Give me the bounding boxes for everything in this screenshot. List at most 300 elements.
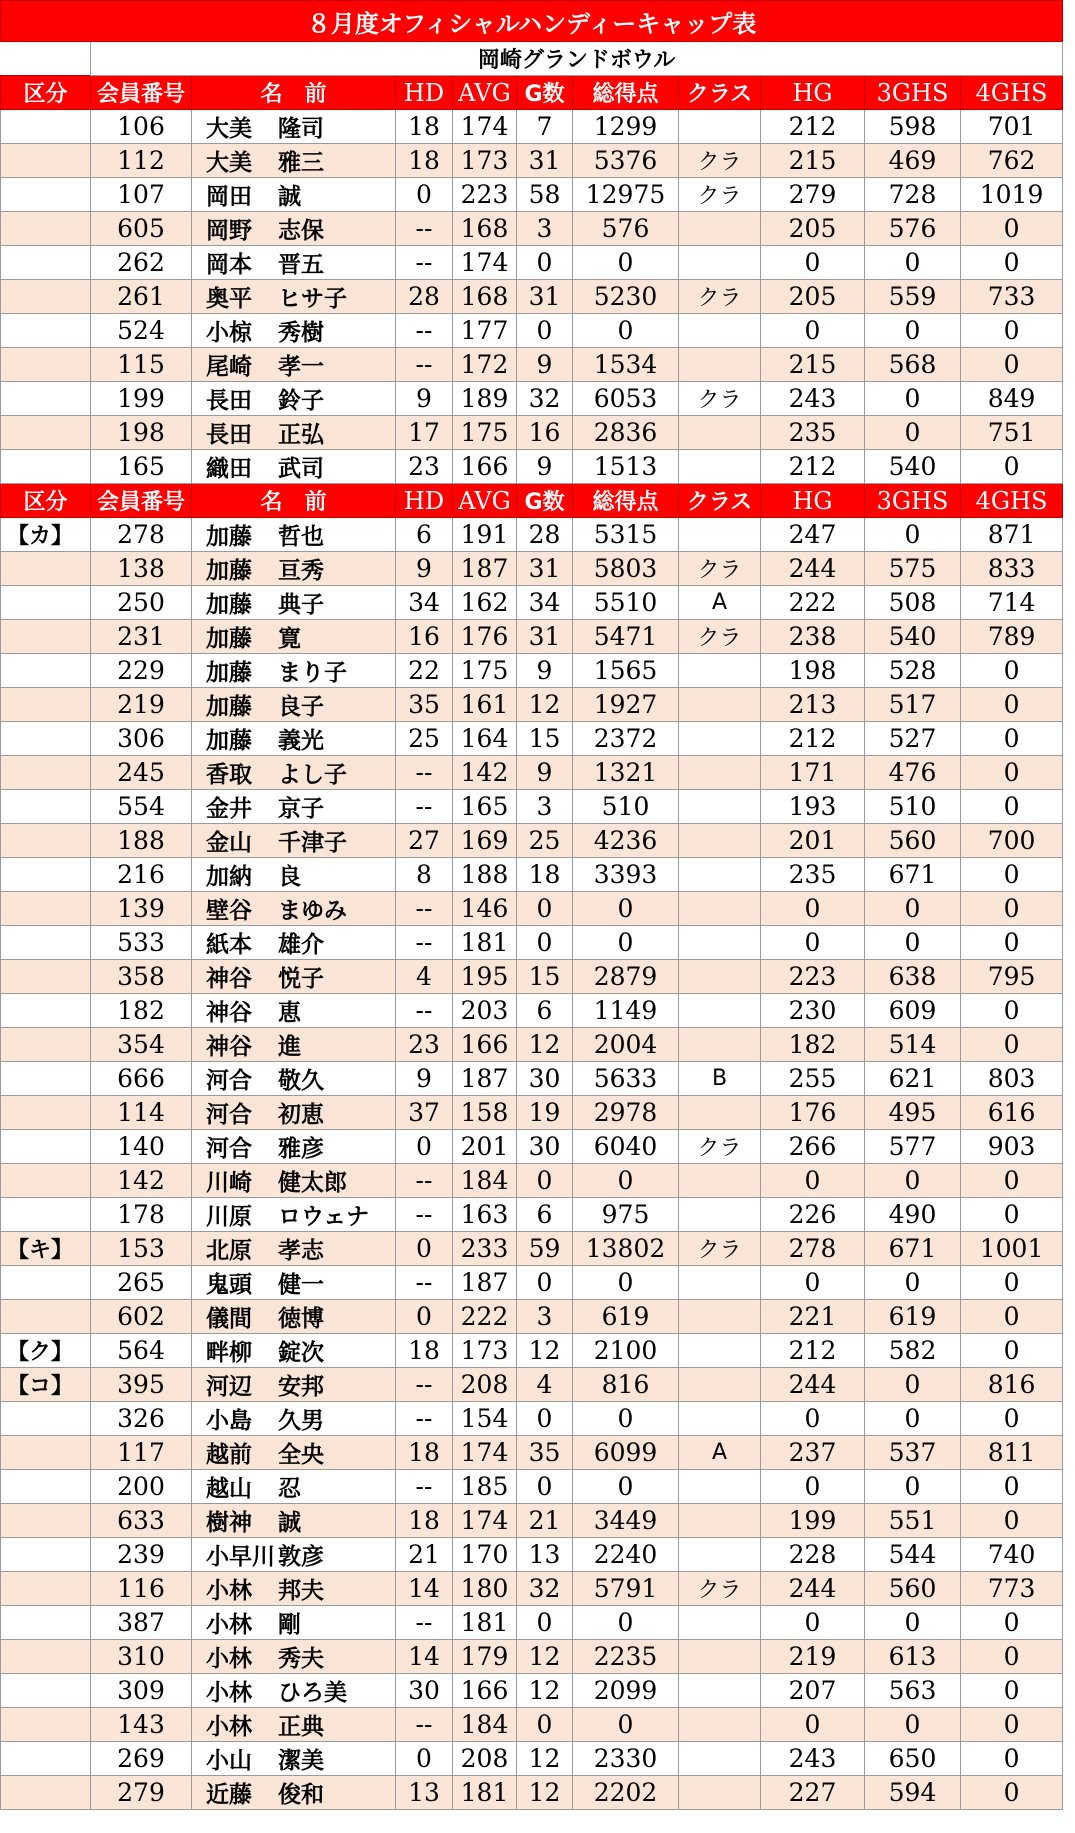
venue-name: 岡崎グランドボウル xyxy=(91,42,1063,76)
games-cell: 35 xyxy=(517,1436,573,1470)
avg-cell: 189 xyxy=(453,382,517,416)
given-name: 健太郎 xyxy=(278,1170,347,1196)
kubun-cell xyxy=(1,382,91,416)
table-row xyxy=(1,1538,1063,1572)
class-cell xyxy=(679,688,761,722)
total-cell: 1513 xyxy=(573,450,679,484)
member-name-cell xyxy=(192,1708,396,1742)
given-name: 良 xyxy=(278,864,301,890)
hg-cell: 213 xyxy=(761,688,865,722)
avg-cell: 223 xyxy=(453,178,517,212)
4ghs-cell: 1001 xyxy=(961,1232,1063,1266)
hg-cell: 244 xyxy=(761,552,865,586)
surname: 小山 xyxy=(206,1748,252,1774)
4ghs-cell: 0 xyxy=(961,1504,1063,1538)
class-cell xyxy=(679,1334,761,1368)
member-name-cell xyxy=(192,960,396,994)
member-name-cell xyxy=(192,1334,396,1368)
class-cell xyxy=(679,960,761,994)
hd-cell: -- xyxy=(396,994,453,1028)
kubun-cell xyxy=(1,1606,91,1640)
games-cell: 58 xyxy=(517,178,573,212)
table-row xyxy=(1,1470,1063,1504)
hg-cell: 205 xyxy=(761,212,865,246)
class-cell xyxy=(679,518,761,552)
games-cell: 31 xyxy=(517,144,573,178)
avg-cell: 195 xyxy=(453,960,517,994)
surname: 鬼頭 xyxy=(206,1272,252,1298)
games-cell: 0 xyxy=(517,1266,573,1300)
member-name-cell xyxy=(192,790,396,824)
given-name: 錠次 xyxy=(278,1340,324,1366)
member-name-cell xyxy=(192,1368,396,1402)
avg-cell: 172 xyxy=(453,348,517,382)
4ghs-cell: 0 xyxy=(961,1266,1063,1300)
kubun-cell xyxy=(1,450,91,484)
games-cell: 0 xyxy=(517,1708,573,1742)
hd-cell: 21 xyxy=(396,1538,453,1572)
4ghs-cell: 0 xyxy=(961,1334,1063,1368)
header-4ghs: 4GHS xyxy=(961,484,1063,518)
kubun-cell xyxy=(1,1538,91,1572)
total-cell: 1321 xyxy=(573,756,679,790)
table-row xyxy=(1,586,1063,620)
3ghs-cell: 0 xyxy=(865,1266,961,1300)
4ghs-cell: 811 xyxy=(961,1436,1063,1470)
member-name-cell xyxy=(192,518,396,552)
table-row xyxy=(1,314,1063,348)
total-cell: 0 xyxy=(573,1708,679,1742)
member-no-cell: 310 xyxy=(91,1640,192,1674)
total-cell: 619 xyxy=(573,1300,679,1334)
member-name-cell xyxy=(192,1164,396,1198)
member-name-cell xyxy=(192,178,396,212)
class-cell xyxy=(679,790,761,824)
surname: 岡野 xyxy=(206,218,252,244)
member-name-cell xyxy=(192,1674,396,1708)
3ghs-cell: 638 xyxy=(865,960,961,994)
3ghs-cell: 576 xyxy=(865,212,961,246)
member-name-cell xyxy=(192,892,396,926)
member-no-cell: 278 xyxy=(91,518,192,552)
member-no-cell: 229 xyxy=(91,654,192,688)
hg-cell: 212 xyxy=(761,110,865,144)
hd-cell: 27 xyxy=(396,824,453,858)
table-row xyxy=(1,178,1063,212)
games-cell: 0 xyxy=(517,926,573,960)
class-cell xyxy=(679,1266,761,1300)
class-cell: A xyxy=(679,586,761,620)
total-cell: 5376 xyxy=(573,144,679,178)
kubun-cell xyxy=(1,1470,91,1504)
table-row xyxy=(1,348,1063,382)
games-cell: 0 xyxy=(517,246,573,280)
4ghs-cell: 733 xyxy=(961,280,1063,314)
surname: 香取 xyxy=(206,762,252,788)
table-row xyxy=(1,960,1063,994)
given-name: 雅三 xyxy=(278,150,324,176)
surname: 金山 xyxy=(206,830,252,856)
kubun-cell xyxy=(1,314,91,348)
kubun-cell xyxy=(1,960,91,994)
member-no-cell: 115 xyxy=(91,348,192,382)
surname: 加藤 xyxy=(206,728,252,754)
avg-cell: 168 xyxy=(453,212,517,246)
table-row xyxy=(1,892,1063,926)
hd-cell: -- xyxy=(396,1402,453,1436)
hg-cell: 247 xyxy=(761,518,865,552)
surname: 加藤 xyxy=(206,626,252,652)
kubun-cell xyxy=(1,1164,91,1198)
4ghs-cell: 0 xyxy=(961,348,1063,382)
member-no-cell: 554 xyxy=(91,790,192,824)
member-name-cell xyxy=(192,1402,396,1436)
games-cell: 9 xyxy=(517,450,573,484)
header-member-no: 会員番号 xyxy=(91,76,192,110)
avg-cell: 166 xyxy=(453,1674,517,1708)
member-no-cell: 265 xyxy=(91,1266,192,1300)
table-row xyxy=(1,110,1063,144)
class-cell xyxy=(679,892,761,926)
member-no-cell: 188 xyxy=(91,824,192,858)
games-cell: 31 xyxy=(517,280,573,314)
total-cell: 576 xyxy=(573,212,679,246)
hd-cell: 30 xyxy=(396,1674,453,1708)
avg-cell: 187 xyxy=(453,1266,517,1300)
total-cell: 5791 xyxy=(573,1572,679,1606)
kubun-cell xyxy=(1,1674,91,1708)
table-row xyxy=(1,1334,1063,1368)
avg-cell: 174 xyxy=(453,246,517,280)
hd-cell: 9 xyxy=(396,552,453,586)
header-games: G数 xyxy=(517,76,573,110)
member-name-cell xyxy=(192,552,396,586)
header-class: クラス xyxy=(679,484,761,518)
table-row xyxy=(1,654,1063,688)
3ghs-cell: 514 xyxy=(865,1028,961,1062)
3ghs-cell: 0 xyxy=(865,1164,961,1198)
4ghs-cell: 0 xyxy=(961,212,1063,246)
table-row xyxy=(1,994,1063,1028)
header-kubun: 区分 xyxy=(1,76,91,110)
surname: 河合 xyxy=(206,1136,252,1162)
table-row xyxy=(1,858,1063,892)
member-name-cell xyxy=(192,1606,396,1640)
4ghs-cell: 803 xyxy=(961,1062,1063,1096)
total-cell: 2330 xyxy=(573,1742,679,1776)
member-name-cell xyxy=(192,1198,396,1232)
header-3ghs: 3GHS xyxy=(865,76,961,110)
hg-cell: 221 xyxy=(761,1300,865,1334)
4ghs-cell: 0 xyxy=(961,450,1063,484)
4ghs-cell: 816 xyxy=(961,1368,1063,1402)
hd-cell: 6 xyxy=(396,518,453,552)
avg-cell: 166 xyxy=(453,450,517,484)
class-cell xyxy=(679,348,761,382)
table-row xyxy=(1,144,1063,178)
kubun-cell xyxy=(1,110,91,144)
hg-cell: 0 xyxy=(761,926,865,960)
class-cell: クラ xyxy=(679,280,761,314)
hg-cell: 0 xyxy=(761,1606,865,1640)
member-no-cell: 602 xyxy=(91,1300,192,1334)
member-no-cell: 231 xyxy=(91,620,192,654)
member-no-cell: 239 xyxy=(91,1538,192,1572)
3ghs-cell: 575 xyxy=(865,552,961,586)
given-name: 孝一 xyxy=(278,354,324,380)
hg-cell: 193 xyxy=(761,790,865,824)
3ghs-cell: 619 xyxy=(865,1300,961,1334)
surname: 岡本 xyxy=(206,252,252,278)
member-name-cell xyxy=(192,1232,396,1266)
hg-cell: 205 xyxy=(761,280,865,314)
games-cell: 12 xyxy=(517,1674,573,1708)
surname: 儀間 xyxy=(206,1306,252,1332)
given-name: 千津子 xyxy=(278,830,347,856)
surname: 小林 xyxy=(206,1578,252,1604)
surname: 越山 xyxy=(206,1476,252,1502)
kubun-cell xyxy=(1,1742,91,1776)
total-cell: 2100 xyxy=(573,1334,679,1368)
4ghs-cell: 700 xyxy=(961,824,1063,858)
given-name: 潔美 xyxy=(278,1748,324,1774)
avg-cell: 201 xyxy=(453,1130,517,1164)
4ghs-cell: 0 xyxy=(961,1300,1063,1334)
member-name-cell xyxy=(192,1538,396,1572)
avg-cell: 174 xyxy=(453,1504,517,1538)
4ghs-cell: 0 xyxy=(961,1640,1063,1674)
header-total: 総得点 xyxy=(573,76,679,110)
3ghs-cell: 613 xyxy=(865,1640,961,1674)
hg-cell: 238 xyxy=(761,620,865,654)
given-name: 敬久 xyxy=(278,1068,324,1094)
member-no-cell: 200 xyxy=(91,1470,192,1504)
surname: 小林 xyxy=(206,1680,252,1706)
hg-cell: 212 xyxy=(761,1334,865,1368)
total-cell: 2978 xyxy=(573,1096,679,1130)
header-member-no: 会員番号 xyxy=(91,484,192,518)
surname: 加藤 xyxy=(206,694,252,720)
games-cell: 9 xyxy=(517,348,573,382)
total-cell: 3393 xyxy=(573,858,679,892)
games-cell: 59 xyxy=(517,1232,573,1266)
hd-cell: 35 xyxy=(396,688,453,722)
games-cell: 21 xyxy=(517,1504,573,1538)
4ghs-cell: 0 xyxy=(961,1742,1063,1776)
hd-cell: 28 xyxy=(396,280,453,314)
surname: 川原 xyxy=(206,1204,252,1230)
member-no-cell: 112 xyxy=(91,144,192,178)
given-name: 正弘 xyxy=(278,422,324,448)
member-no-cell: 140 xyxy=(91,1130,192,1164)
kubun-cell xyxy=(1,620,91,654)
hg-cell: 0 xyxy=(761,314,865,348)
table-row xyxy=(1,1776,1063,1810)
3ghs-cell: 671 xyxy=(865,1232,961,1266)
member-no-cell: 143 xyxy=(91,1708,192,1742)
given-name: 徳博 xyxy=(278,1306,324,1332)
hd-cell: -- xyxy=(396,1266,453,1300)
surname: 岡田 xyxy=(206,184,252,210)
avg-cell: 146 xyxy=(453,892,517,926)
given-name: よし子 xyxy=(278,762,347,788)
title-row xyxy=(1,1,1063,42)
member-name-cell xyxy=(192,1640,396,1674)
games-cell: 31 xyxy=(517,620,573,654)
games-cell: 25 xyxy=(517,824,573,858)
given-name: 忍 xyxy=(278,1476,301,1502)
hd-cell: 34 xyxy=(396,586,453,620)
member-name-cell xyxy=(192,1300,396,1334)
hg-cell: 223 xyxy=(761,960,865,994)
hd-cell: 17 xyxy=(396,416,453,450)
hg-cell: 266 xyxy=(761,1130,865,1164)
4ghs-cell: 1019 xyxy=(961,178,1063,212)
hd-cell: -- xyxy=(396,246,453,280)
given-name: 雅彦 xyxy=(278,1136,324,1162)
class-cell xyxy=(679,1470,761,1504)
table-row xyxy=(1,1232,1063,1266)
member-no-cell: 262 xyxy=(91,246,192,280)
total-cell: 6053 xyxy=(573,382,679,416)
avg-cell: 165 xyxy=(453,790,517,824)
total-cell: 2879 xyxy=(573,960,679,994)
given-name: 亘秀 xyxy=(278,558,324,584)
games-cell: 12 xyxy=(517,1334,573,1368)
3ghs-cell: 560 xyxy=(865,824,961,858)
surname: 北原 xyxy=(206,1238,252,1264)
hg-cell: 219 xyxy=(761,1640,865,1674)
3ghs-cell: 728 xyxy=(865,178,961,212)
surname: 小林 xyxy=(206,1646,252,1672)
games-cell: 30 xyxy=(517,1130,573,1164)
class-cell xyxy=(679,450,761,484)
avg-cell: 174 xyxy=(453,1436,517,1470)
3ghs-cell: 594 xyxy=(865,1776,961,1810)
3ghs-cell: 563 xyxy=(865,1674,961,1708)
given-name: 邦夫 xyxy=(278,1578,324,1604)
games-cell: 3 xyxy=(517,790,573,824)
class-cell: B xyxy=(679,1062,761,1096)
hg-cell: 0 xyxy=(761,1402,865,1436)
hg-cell: 237 xyxy=(761,1436,865,1470)
member-no-cell: 153 xyxy=(91,1232,192,1266)
3ghs-cell: 559 xyxy=(865,280,961,314)
table-row xyxy=(1,552,1063,586)
total-cell: 6099 xyxy=(573,1436,679,1470)
kubun-cell xyxy=(1,824,91,858)
total-cell: 12975 xyxy=(573,178,679,212)
hd-cell: 13 xyxy=(396,1776,453,1810)
avg-cell: 173 xyxy=(453,144,517,178)
games-cell: 16 xyxy=(517,416,573,450)
kubun-cell xyxy=(1,586,91,620)
member-name-cell xyxy=(192,416,396,450)
total-cell: 0 xyxy=(573,314,679,348)
table-row xyxy=(1,1436,1063,1470)
class-cell xyxy=(679,654,761,688)
kubun-cell xyxy=(1,1028,91,1062)
hd-cell: -- xyxy=(396,926,453,960)
table-row xyxy=(1,1028,1063,1062)
hg-cell: 244 xyxy=(761,1572,865,1606)
given-name: 健一 xyxy=(278,1272,324,1298)
surname: 壁谷 xyxy=(206,898,252,924)
member-no-cell: 395 xyxy=(91,1368,192,1402)
member-no-cell: 139 xyxy=(91,892,192,926)
table-row xyxy=(1,1164,1063,1198)
table-row xyxy=(1,1640,1063,1674)
4ghs-cell: 701 xyxy=(961,110,1063,144)
member-no-cell: 116 xyxy=(91,1572,192,1606)
hg-cell: 0 xyxy=(761,1266,865,1300)
avg-cell: 176 xyxy=(453,620,517,654)
given-name: 良子 xyxy=(278,694,324,720)
games-cell: 0 xyxy=(517,1402,573,1436)
total-cell: 2836 xyxy=(573,416,679,450)
member-name-cell xyxy=(192,450,396,484)
given-name: 悦子 xyxy=(278,966,324,992)
member-no-cell: 633 xyxy=(91,1504,192,1538)
member-name-cell xyxy=(192,1436,396,1470)
header-name: 名 前 xyxy=(192,76,396,110)
member-no-cell: 306 xyxy=(91,722,192,756)
hg-cell: 201 xyxy=(761,824,865,858)
hd-cell: 23 xyxy=(396,450,453,484)
kubun-cell xyxy=(1,1436,91,1470)
hg-cell: 228 xyxy=(761,1538,865,1572)
table-row xyxy=(1,1096,1063,1130)
avg-cell: 188 xyxy=(453,858,517,892)
class-cell xyxy=(679,926,761,960)
hg-cell: 227 xyxy=(761,1776,865,1810)
3ghs-cell: 0 xyxy=(865,1402,961,1436)
4ghs-cell: 773 xyxy=(961,1572,1063,1606)
games-cell: 0 xyxy=(517,1470,573,1504)
class-cell xyxy=(679,1640,761,1674)
member-name-cell xyxy=(192,1776,396,1810)
kubun-cell xyxy=(1,246,91,280)
hd-cell: -- xyxy=(396,212,453,246)
games-cell: 0 xyxy=(517,892,573,926)
member-name-cell xyxy=(192,688,396,722)
kubun-cell: 【カ】 xyxy=(1,518,91,552)
kubun-cell xyxy=(1,654,91,688)
4ghs-cell: 0 xyxy=(961,1028,1063,1062)
surname: 川崎 xyxy=(206,1170,252,1196)
member-no-cell: 165 xyxy=(91,450,192,484)
surname: 長田 xyxy=(206,388,252,414)
total-cell: 2240 xyxy=(573,1538,679,1572)
surname: 神谷 xyxy=(206,1000,252,1026)
4ghs-cell: 849 xyxy=(961,382,1063,416)
member-no-cell: 142 xyxy=(91,1164,192,1198)
given-name: まり子 xyxy=(278,660,347,686)
hd-cell: 0 xyxy=(396,178,453,212)
header-hd: HD xyxy=(396,484,453,518)
avg-cell: 233 xyxy=(453,1232,517,1266)
header-avg: AVG xyxy=(453,76,517,110)
kubun-cell xyxy=(1,1572,91,1606)
member-name-cell xyxy=(192,586,396,620)
surname: 河辺 xyxy=(206,1374,252,1400)
4ghs-cell: 740 xyxy=(961,1538,1063,1572)
3ghs-cell: 577 xyxy=(865,1130,961,1164)
member-name-cell xyxy=(192,654,396,688)
given-name: 晋五 xyxy=(278,252,324,278)
class-cell: クラ xyxy=(679,1130,761,1164)
table-row xyxy=(1,1606,1063,1640)
